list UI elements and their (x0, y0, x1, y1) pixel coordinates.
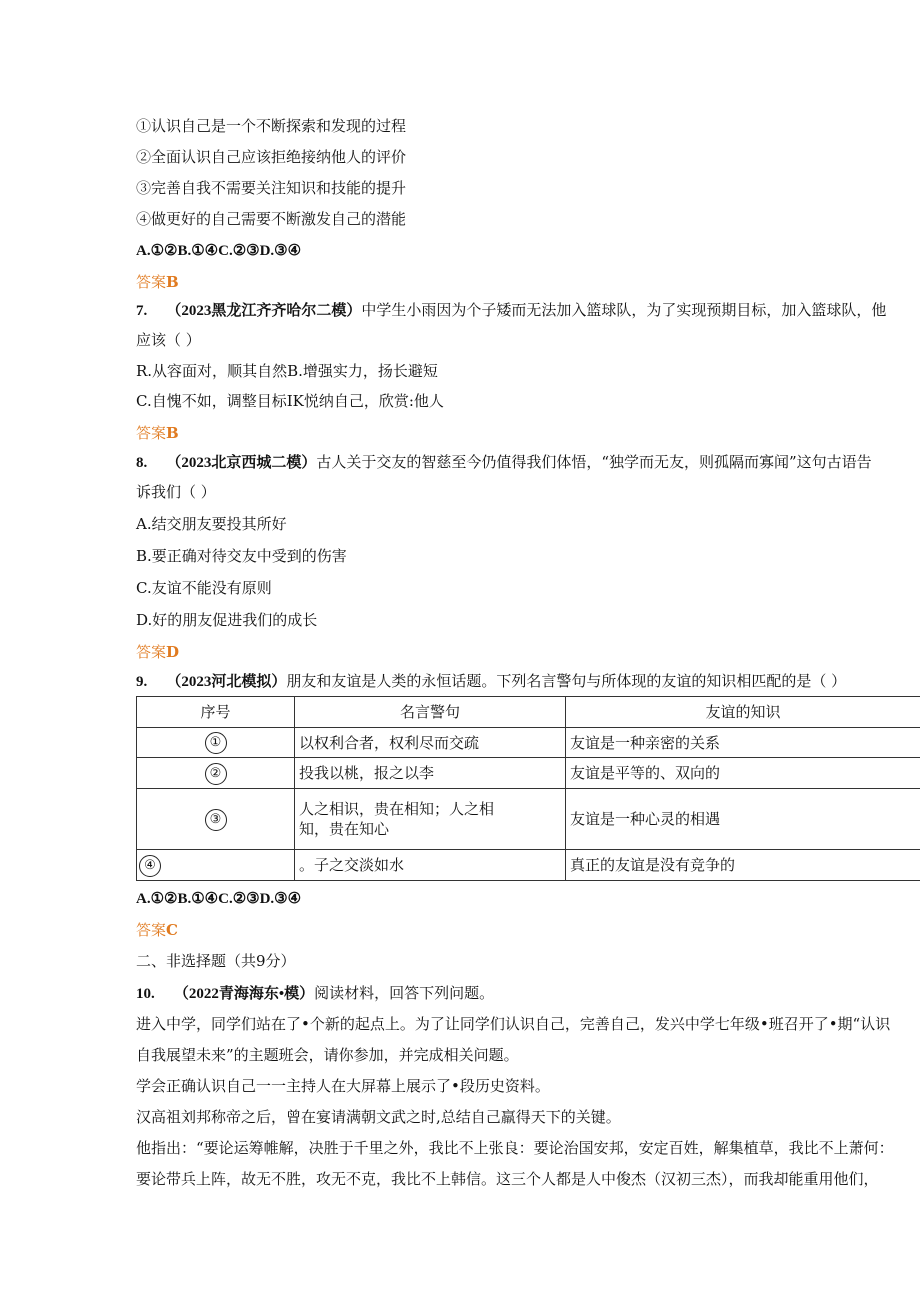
matching-table (136, 696, 920, 881)
q10-paragraph-line: 要论带兵上阵，故无不胜，攻无不克，我比不上韩信。这三个人都是人中俊杰（汉初三杰），而我却能重用他们， (136, 1170, 879, 1188)
q9-answer (136, 920, 178, 940)
header-number: 序号 (137, 697, 295, 728)
question-number: 8. (136, 455, 148, 471)
row-quote: 人之相识，贵在相知；人之相知，贵在知心 (295, 789, 566, 850)
question-text: 朋友和友谊是人类的永恒话题。下列名言警句与所体现的友谊的知识相匹配的是（ ） (286, 672, 847, 690)
table-row (137, 758, 920, 789)
q7-answer (136, 423, 179, 443)
row-number: ① (205, 732, 227, 754)
answer-label: 答案 (136, 643, 167, 661)
question-text: 中学生小雨因为个子矮而无法加入篮球队，为了实现预期目标，加入篮球队，他 (361, 301, 887, 319)
q7-choices-line2: C.自愧不如，调整目标IK悦纳自己，欣赏:他人 (136, 392, 444, 410)
row-knowledge: 真正的友谊是没有竞争的 (566, 850, 920, 881)
answer-label: 答案 (136, 273, 167, 291)
q10-paragraph-line: 学会正确认识自己一一主持人在大屏幕上展示了•段历史资料。 (136, 1077, 550, 1095)
question-number: 10. (136, 986, 155, 1002)
question-source: （2023北京西城二模） (166, 455, 317, 471)
q10-paragraph-line: 进入中学，同学们站在了•个新的起点上。为了让同学们认识自己，完善自己，发兴中学七年级•班召开了•期“认识 (136, 1015, 891, 1033)
row-number: ④ (139, 855, 161, 877)
q6-choices: A.①②B.①④C.②③D.③④ (136, 243, 302, 259)
q8-option-a: A.结交朋友要投其所好 (136, 515, 287, 533)
section-title: 二、非选择题（共9分） (136, 952, 296, 970)
question-number: 7. (136, 303, 148, 319)
question-source: （2022青海海东•模） (173, 986, 315, 1002)
row-number: ② (205, 763, 227, 785)
row-knowledge: 友谊是一种心灵的相遇 (566, 789, 920, 850)
q6-option-2: ②全面认识自己应该拒绝接纳他人的评价 (136, 148, 407, 166)
table-row (137, 728, 920, 758)
question-source: （2023河北模拟） (166, 674, 287, 690)
q10-paragraph-line: 汉高祖刘邦称帝之后，曾在宴请满朝文武之时,总结自己羸得天下的关键。 (136, 1108, 621, 1126)
header-quote: 名言警句 (295, 697, 566, 728)
q8-option-c: C.友谊不能没有原则 (136, 579, 272, 597)
answer-value: B (166, 424, 179, 442)
q6-answer (136, 272, 179, 292)
q8-option-d: D.好的朋友促进我们的成长 (136, 611, 318, 629)
q7-choices-line1: R.从容面对，顺其自然B.增强实力，扬长避短 (136, 362, 438, 380)
answer-label: 答案 (136, 921, 167, 939)
q9-stem (136, 671, 846, 692)
q8-stem (136, 452, 872, 473)
answer-value: D (166, 643, 180, 661)
q10-paragraph-line: 他指出：“要论运筹帷解，决胜于千里之外，我比不上张良：要论治国安邦，安定百姓，解集植草，我比不上萧何： (136, 1139, 894, 1157)
row-knowledge: 友谊是一种亲密的关系 (566, 728, 920, 758)
q10-paragraph-line: 自我展望未来”的主题班会，请你参加，并完成相关问题。 (136, 1046, 519, 1064)
q8-stem-line2: 诉我们（ ） (136, 483, 216, 501)
q10-stem (136, 983, 494, 1004)
answer-label: 答案 (136, 424, 167, 442)
q7-stem-line2: 应该（ ） (136, 331, 201, 349)
answer-value: C (166, 921, 178, 939)
row-quote: 投我以桃，报之以李 (295, 758, 566, 789)
table-header-row (137, 697, 920, 728)
row-quote: 。子之交淡如水 (295, 850, 566, 881)
question-number: 9. (136, 674, 148, 690)
table-row (137, 789, 920, 850)
question-text: 阅读材料，回答下列问题。 (314, 984, 495, 1002)
row-quote: 以权利合者，权利尽而交疏 (295, 728, 566, 758)
q6-option-4: ④做更好的自己需要不断激发自己的潜能 (136, 210, 407, 228)
header-knowledge: 友谊的知识 (566, 697, 920, 728)
row-number: ③ (205, 809, 227, 831)
row-knowledge: 友谊是平等的、双向的 (566, 758, 920, 789)
q6-option-1: ①认识自己是一个不断探索和发现的过程 (136, 117, 407, 135)
answer-value: B (166, 273, 179, 291)
q8-option-b: B.要正确对待交友中受到的伤害 (136, 547, 347, 565)
q8-answer (136, 642, 179, 662)
question-text: 古人关于交友的智慈至今仍值得我们体悟，“独学而无友，则孤隔而寡闻”这句古语告 (316, 453, 872, 471)
q7-stem (136, 300, 886, 321)
table-row (137, 850, 920, 881)
q9-choices: A.①②B.①④C.②③D.③④ (136, 891, 302, 907)
q6-option-3: ③完善自我不需要关注知识和技能的提升 (136, 179, 407, 197)
question-source: （2023黑龙江齐齐哈尔二模） (166, 303, 362, 319)
